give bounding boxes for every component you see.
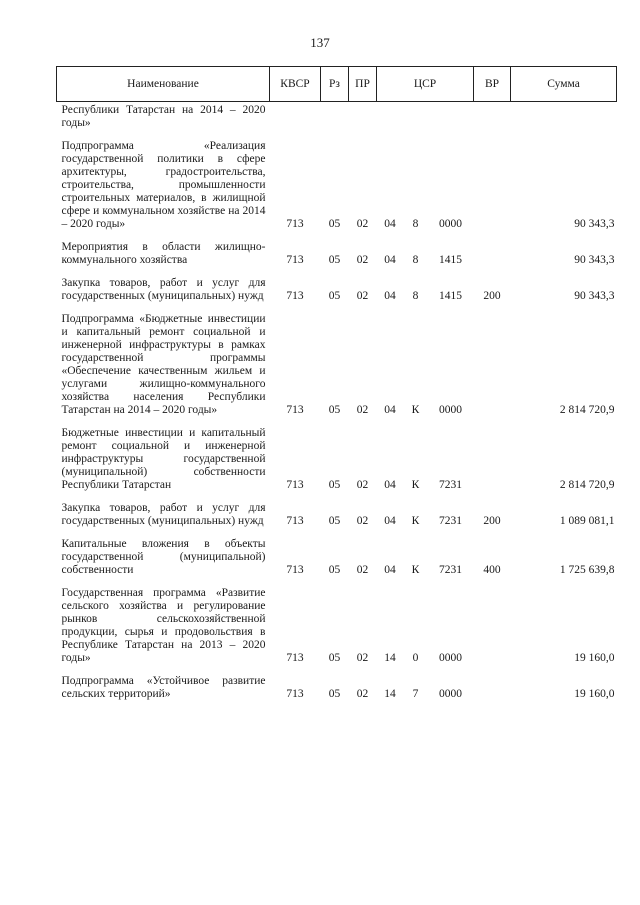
row-csr-direction: 7231 xyxy=(439,515,463,527)
row-name: Подпрограмма «Бюджетные инвестиции и капитальный ремонт социальной и инженерной инфраструктуры в рамках государственной программы «Обеспечение качественным жильем и услугами жилищно-коммунального хозяйства населения Республики Татарстан на 2014 – 2020 годы» xyxy=(61,313,266,416)
table-row xyxy=(57,130,617,231)
table-row xyxy=(57,303,617,417)
table-row xyxy=(57,102,617,131)
row-rz: 05 xyxy=(328,688,341,700)
row-csr-direction: 0000 xyxy=(439,688,463,700)
row-kvsr: 713 xyxy=(286,479,304,491)
row-vr: 200 xyxy=(483,290,501,302)
row-csr-program: 14 xyxy=(384,688,396,700)
row-pr xyxy=(349,102,377,131)
row-pr: 02 xyxy=(356,290,369,302)
row-kvsr xyxy=(270,102,321,131)
row-rz: 05 xyxy=(328,515,341,527)
row-csr-program: 14 xyxy=(384,652,396,664)
row-pr: 02 xyxy=(356,218,369,230)
row-kvsr: 713 xyxy=(286,254,304,266)
row-csr-program: 04 xyxy=(384,564,396,576)
row-csr-direction xyxy=(428,102,474,131)
row-csr-subprogram: 8 xyxy=(412,218,419,230)
row-rz: 05 xyxy=(328,218,341,230)
row-name: Государственная программа «Развитие сельского хозяйства и регулирование рынков сельскохозяйственной продукции, сырья и продовольствия в Республике Татарстан на 2013 – 2020 годы» xyxy=(61,587,266,664)
row-vr: 400 xyxy=(483,564,501,576)
row-csr-subprogram: К xyxy=(411,479,420,491)
row-sum: 1 725 639,8 xyxy=(559,564,615,576)
row-rz: 05 xyxy=(328,652,341,664)
table-row xyxy=(57,267,617,303)
row-csr-program: 04 xyxy=(384,404,396,416)
row-csr-subprogram: 7 xyxy=(412,688,419,700)
table-header xyxy=(57,67,617,102)
header-rz: Рз xyxy=(321,67,349,102)
row-vr xyxy=(474,417,511,492)
row-csr-direction: 7231 xyxy=(439,564,463,576)
page-number: 137 xyxy=(310,35,330,50)
header-pr: ПР xyxy=(349,67,377,102)
row-vr xyxy=(474,231,511,267)
row-csr-program: 04 xyxy=(384,290,396,302)
row-csr-direction: 1415 xyxy=(439,290,463,302)
row-name: Капитальные вложения в объекты государственной (муниципальной) собственности xyxy=(61,538,266,576)
row-csr-subprogram: 8 xyxy=(412,290,419,302)
row-csr-subprogram: 8 xyxy=(412,254,419,266)
table-row xyxy=(57,665,617,701)
row-name: Подпрограмма «Устойчивое развитие сельских территорий» xyxy=(61,675,266,700)
header-csr: ЦСР xyxy=(377,67,474,102)
row-csr-program: 04 xyxy=(384,254,396,266)
row-vr xyxy=(474,577,511,665)
table-body xyxy=(57,102,617,702)
row-vr xyxy=(474,102,511,131)
table-row xyxy=(57,577,617,665)
row-pr: 02 xyxy=(356,515,369,527)
row-vr: 200 xyxy=(483,515,501,527)
row-pr: 02 xyxy=(356,564,369,576)
row-csr-subprogram: 0 xyxy=(412,652,419,664)
row-csr-program: 04 xyxy=(384,515,396,527)
row-name: Закупка товаров, работ и услуг для государственных (муниципальных) нужд xyxy=(61,277,266,302)
row-sum: 1 089 081,1 xyxy=(559,515,615,527)
row-kvsr: 713 xyxy=(286,290,304,302)
header-sum: Сумма xyxy=(511,67,617,102)
row-pr: 02 xyxy=(356,688,369,700)
table-row xyxy=(57,231,617,267)
row-name: Республики Татарстан на 2014 – 2020 годы» xyxy=(61,104,266,129)
row-pr: 02 xyxy=(356,479,369,491)
row-csr-subprogram: К xyxy=(411,404,420,416)
row-pr: 02 xyxy=(356,254,369,266)
row-csr-program: 04 xyxy=(384,218,396,230)
row-rz: 05 xyxy=(328,564,341,576)
row-pr: 02 xyxy=(356,652,369,664)
row-rz: 05 xyxy=(328,479,341,491)
row-rz: 05 xyxy=(328,290,341,302)
row-name: Закупка товаров, работ и услуг для государственных (муниципальных) нужд xyxy=(61,502,266,527)
row-rz: 05 xyxy=(328,254,341,266)
table-row xyxy=(57,417,617,492)
row-csr-direction: 0000 xyxy=(439,218,463,230)
row-name: Мероприятия в области жилищно-коммунального хозяйства xyxy=(61,241,266,266)
row-sum: 90 343,3 xyxy=(574,254,615,266)
header-vr: ВР xyxy=(474,67,511,102)
row-vr xyxy=(474,130,511,231)
row-kvsr: 713 xyxy=(286,564,304,576)
header-kvsr: КВСР xyxy=(270,67,321,102)
row-csr-program: 04 xyxy=(384,479,396,491)
row-sum: 90 343,3 xyxy=(574,218,615,230)
row-csr-direction: 1415 xyxy=(439,254,463,266)
row-rz: 05 xyxy=(328,404,341,416)
budget-table xyxy=(56,66,617,701)
row-vr xyxy=(474,665,511,701)
row-csr-direction: 7231 xyxy=(439,479,463,491)
table-row xyxy=(57,492,617,528)
row-name: Бюджетные инвестиции и капитальный ремонт социальной и инженерной инфраструктуры государственной (муниципальной) собственности Республики Татарстан xyxy=(61,427,266,491)
row-csr-program xyxy=(377,102,404,131)
row-pr: 02 xyxy=(356,404,369,416)
row-kvsr: 713 xyxy=(286,652,304,664)
row-rz xyxy=(321,102,349,131)
row-csr-subprogram: К xyxy=(411,515,420,527)
row-sum: 19 160,0 xyxy=(574,688,615,700)
row-sum: 2 814 720,9 xyxy=(559,479,615,491)
row-name: Подпрограмма «Реализация государственной политики в сфере архитектуры, градостроительства, строительства, промышленности строительных материалов, в жилищной сфере и коммунальном хозяйстве на 2014 – 2020 годы» xyxy=(61,140,266,230)
row-kvsr: 713 xyxy=(286,404,304,416)
row-kvsr: 713 xyxy=(286,218,304,230)
row-vr xyxy=(474,303,511,417)
row-csr-subprogram xyxy=(404,102,428,131)
row-csr-direction: 0000 xyxy=(439,652,463,664)
row-sum: 90 343,3 xyxy=(574,290,615,302)
table-row xyxy=(57,528,617,577)
row-sum xyxy=(511,102,617,131)
row-kvsr: 713 xyxy=(286,688,304,700)
row-csr-direction: 0000 xyxy=(439,404,463,416)
header-name: Наименование xyxy=(57,67,270,102)
row-csr-subprogram: К xyxy=(411,564,420,576)
row-sum: 2 814 720,9 xyxy=(559,404,615,416)
row-sum: 19 160,0 xyxy=(574,652,615,664)
row-kvsr: 713 xyxy=(286,515,304,527)
